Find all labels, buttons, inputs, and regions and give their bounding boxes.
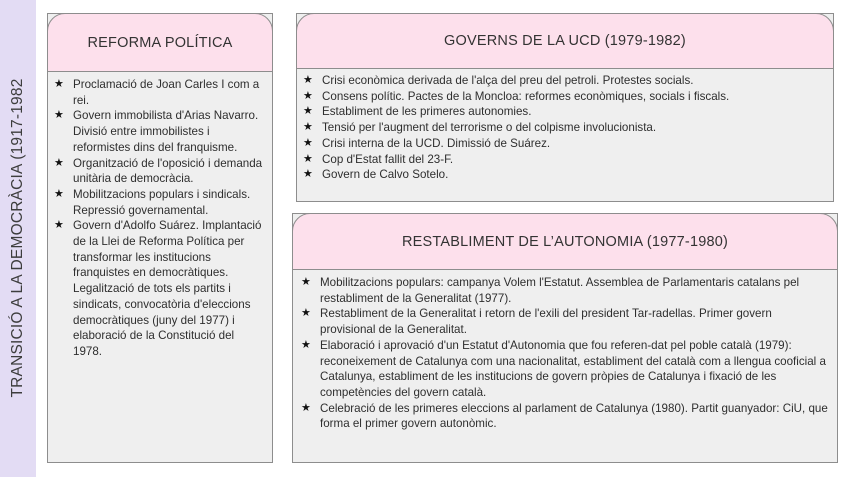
list-item-text: Crisi econòmica derivada de l'alça del preu del petroli. Protestes socials. [322,74,694,87]
side-band [0,0,36,477]
list-item-text: Mobilitzacions populars: campanya Volem l'Estatut. Assemblea de Parlamentaris catalans pel restabliment de la Generalitat (1977). [320,276,800,305]
list-item [301,338,829,401]
list-item-text: Elaboració i aprovació d'un Estatut d'Autonomia que fou referen-dat pel poble català (1979): reconeixement de Catalunya com una nacionalitat, establiment del català com a llengua cooficial a Catalunya, establiment de les institucions de govern pròpies de Catalunya i fixació de les competències del govern català. [320,338,826,399]
side-title: TRANSICIÓ A LA DEMOCRÀCIA (1917-1982 [9,78,26,398]
list-item-text: Govern d'Adolfo Suárez. Implantació de la Llei de Reforma Política per transformar les institucions franquistes en democràtiques. Legalització de tots els partits i sindicats, convocatòria d'eleccions democràtiques (juny del 1977) i elaboració de la Constitució del 1978. [73,219,262,358]
list-item [303,104,827,120]
list-item-text: Crisi interna de la UCD. Dimissió de Suárez. [322,136,551,150]
star-icon: ★ [54,187,64,200]
star-icon: ★ [303,168,313,181]
star-icon: ★ [54,109,64,122]
list-item [54,156,264,187]
star-icon: ★ [54,156,64,169]
star-icon: ★ [303,74,313,86]
list-item [303,73,827,89]
list-item-text: Establiment de les primeres autonomies. [322,105,532,119]
reforma-politica-title: REFORMA POLÍTICA [47,13,273,72]
star-icon: ★ [301,338,311,351]
governs-ucd-title: GOVERNS DE LA UCD (1979-1982) [296,13,834,69]
star-icon: ★ [303,89,313,102]
list-item-text: Proclamació de Joan Carles I com a rei. [73,78,260,107]
star-icon: ★ [54,219,64,232]
list-item-text: Restabliment de la Generalitat i retorn de l'exili del president Tar-radellas. Primer govern provisional de la Generalitat. [320,307,772,337]
governs-ucd-list [303,73,827,183]
list-item [301,275,829,306]
star-icon: ★ [301,401,311,414]
star-icon: ★ [303,121,313,134]
list-item-text: Mobilitzacions populars i sindicals. Repressió governamental. [73,187,251,217]
list-item-text: Celebració de les primeres eleccions al parlament de Catalunya (1980). Partit guanyador: CiU, que forma el primer govern autonòmic. [320,401,828,431]
restabliment-autonomia-list [301,275,829,432]
list-item-text: Organització de l'oposició i demanda unitària de democràcia. [73,156,263,186]
star-icon: ★ [303,152,313,165]
list-item-text: Govern de Calvo Sotelo. [322,168,449,182]
reforma-politica-panel [47,13,273,463]
list-item-text: Govern immobilista d'Arias Navarro. Divisió entre immobilistes i reformistes dins del franquisme. [73,109,259,154]
list-item [54,187,264,218]
list-item [54,108,264,155]
reforma-politica-list [54,77,264,360]
star-icon: ★ [54,78,64,90]
list-item [301,306,829,337]
restabliment-autonomia-title: RESTABLIMENT DE L’AUTONOMIA (1977-1980) [292,213,838,270]
list-item-text: Cop d'Estat fallit del 23-F. [322,152,454,166]
list-item [54,77,264,108]
governs-ucd-panel [296,13,834,202]
list-item [301,401,829,432]
star-icon: ★ [301,276,311,288]
list-item [303,120,827,136]
star-icon: ★ [301,307,311,320]
list-item [303,136,827,152]
star-icon: ★ [303,136,313,149]
list-item [303,89,827,105]
restabliment-autonomia-panel [292,213,838,463]
star-icon: ★ [303,105,313,118]
list-item [54,218,264,359]
list-item-text: Tensió per l'augment del terrorisme o del colpisme involucionista. [322,121,657,135]
list-item-text: Consens polític. Pactes de la Moncloa: reformes econòmiques, socials i fiscals. [322,89,730,103]
list-item [303,152,827,168]
list-item [303,167,827,183]
